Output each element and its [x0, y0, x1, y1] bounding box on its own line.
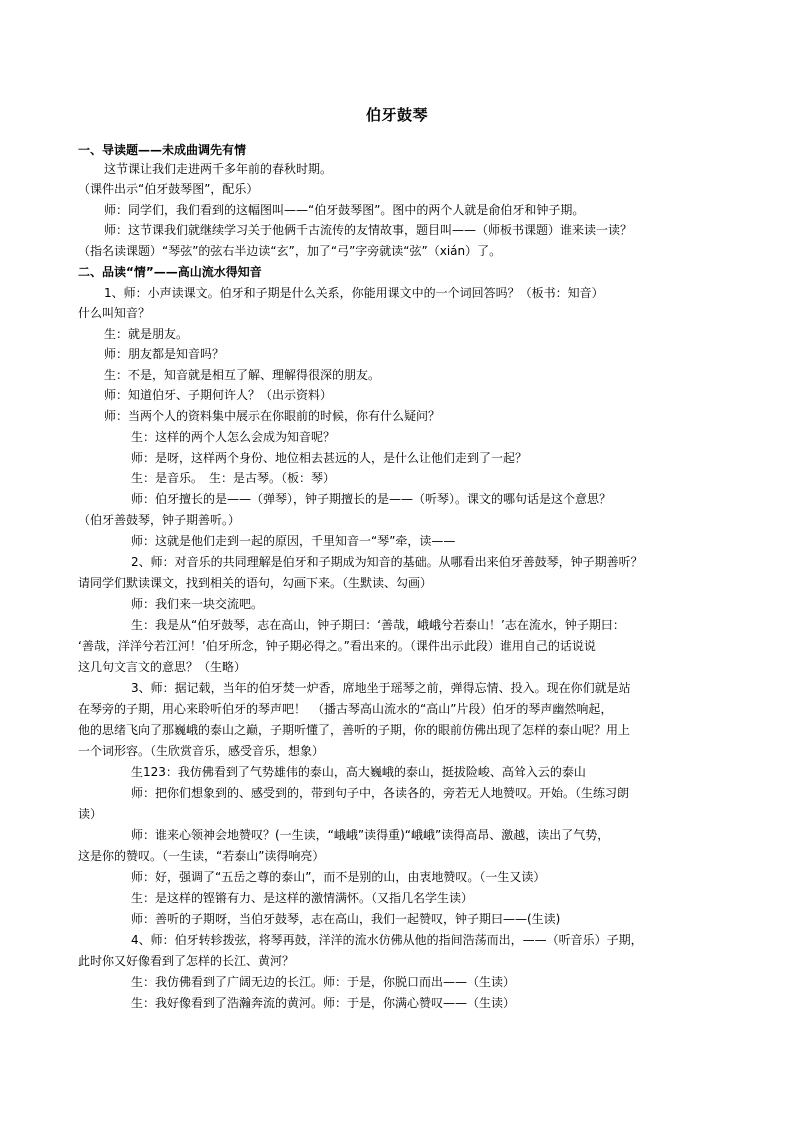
paragraph-line: 生123：我仿佛看到了气势雄伟的泰山，高大巍峨的泰山，挺拔险峻、高耸入云的泰山 — [131, 765, 586, 779]
paragraph-line: 师：我们来一块交流吧。 — [131, 597, 264, 611]
paragraph-line: 2、师：对音乐的共同理解是伯牙和子期成为知音的基础。从哪看出来伯牙善鼓琴，钟子期善听？ — [131, 555, 643, 569]
paragraph-line: 他的思绪飞向了那巍峨的泰山之巅，子期听懂了，善听的子期，你的眼前仿佛出现了怎样的泰山呢？用上 — [78, 723, 631, 737]
document-title: 伯牙鼓琴 — [365, 106, 428, 124]
paragraph-line: 生：是音乐。 生：是古琴。（板：琴） — [131, 471, 336, 485]
paragraph-line: 请同学们默读课文，找到相关的语句，勾画下来。（生默读、勾画） — [78, 576, 433, 590]
paragraph-line: ‘善哉，洋洋兮若江河！’伯牙所念，钟子期必得之。”看出来的。（课件出示此段）谁用自己的话说说 — [78, 639, 596, 653]
paragraph-line: 这几句文言文的意思？（生略） — [78, 660, 247, 674]
paragraph-line: 4、师：伯牙转轸拨弦，将琴再鼓，洋洋的流水仿佛从他的指间浩荡而出，——（听音乐）子期， — [131, 933, 643, 947]
paragraph-line: 读） — [78, 807, 103, 821]
paragraph-line: 生：我是从“伯牙鼓琴，志在高山，钟子期曰：‘善哉，峨峨兮若泰山！’志在流水，钟子期曰： — [131, 618, 625, 632]
paragraph-line: 3、师：据记载，当年的伯牙焚一炉香，席地坐于瑶琴之前，弹得忘情、投入。现在你们就是站 — [131, 681, 631, 695]
paragraph-line: 师：是呀，这样两个身份、地位相去甚远的人，是什么让他们走到了一起？ — [131, 451, 528, 465]
section-heading: 二、品读“情”——高山流水得知音 — [78, 265, 262, 279]
paragraph-line: 生：我好像看到了浩瀚奔流的黄河。师：于是，你满心赞叹——（生读） — [131, 996, 516, 1010]
paragraph-line: 生：这样的两个人怎么会成为知音呢？ — [131, 430, 336, 444]
paragraph-line: 此时你又好像看到了怎样的长江、黄河？ — [78, 954, 295, 968]
paragraph-line: 1、师：小声读课文。伯牙和子期是什么关系，你能用课文中的一个词回答吗？（板书：知音） — [104, 286, 604, 300]
paragraph-line: 在琴旁的子期，用心来聆听伯牙的琴声吧！ （播古琴高山流水的“高山”片段）伯牙的琴声幽然响起， — [78, 702, 613, 716]
paragraph-line: 师：谁来心领神会地赞叹？(一生读，“峨峨”读得重)“峨峨”读得高昂、激越，读出了气势， — [131, 828, 610, 842]
paragraph-line: 师：当两个人的资料集中展示在你眼前的时候，你有什么疑问？ — [104, 409, 441, 423]
paragraph-line: 什么叫知音？ — [78, 306, 151, 320]
paragraph-line: 一个词形容。（生欣赏音乐，感受音乐，想象） — [78, 744, 325, 758]
paragraph-line: 这节课让我们走进两千多年前的春秋时期。 — [104, 162, 333, 176]
paragraph-line: （伯牙善鼓琴，钟子期善听。） — [78, 513, 241, 527]
paragraph-line: 师：把你们想象到的、感受到的，带到句子中，各读各的，旁若无人地赞叹。开始。（生练习朗 — [131, 786, 630, 800]
section-heading: 一、导读题——未成曲调先有情 — [78, 143, 247, 157]
paragraph-line: 师：这节课我们就继续学习关于他俩千古流传的友情故事，题目叫——（师板书课题）谁来读一读？ — [104, 223, 633, 237]
paragraph-line: 生：不是，知音就是相互了解、理解得很深的朋友。 — [104, 368, 381, 382]
paragraph-line: 生：我仿佛看到了广阔无边的长江。师：于是，你脱口而出——（生读） — [131, 975, 516, 989]
paragraph-line: 这是你的赞叹。（一生读，“若泰山”读得响亮） — [78, 849, 325, 863]
paragraph-line: 生：就是朋友。 — [104, 327, 189, 341]
paragraph-line: 生：是这样的铿锵有力、是这样的激情满怀。（又指几名学生读） — [131, 891, 474, 905]
paragraph-line: 师：好，强调了“五岳之尊的泰山”，而不是别的山，由衷地赞叹。（一生又读） — [131, 870, 546, 884]
paragraph-line: 师：伯牙擅长的是——（弹琴），钟子期擅长的是——（听琴）。课文的哪句话是这个意思？ — [131, 492, 612, 506]
paragraph-line: 师：这就是他们走到一起的原因，千里知音一“琴”牵，读—— — [131, 534, 456, 548]
paragraph-line: 师：知道伯牙、子期何许人？（出示资料） — [104, 388, 333, 402]
paragraph-line: （课件出示“伯牙鼓琴图”，配乐） — [78, 182, 259, 196]
paragraph-line: （指名读课题）“琴弦”的弦右半边读“玄”，加了“弓”字旁就读“弦”（xián）了。 — [78, 244, 502, 258]
paragraph-line: 师：善听的子期呀，当伯牙鼓琴，志在高山，我们一起赞叹，钟子期曰——(生读) — [131, 912, 561, 926]
paragraph-line: 师：同学们，我们看到的这幅图叫——“伯牙鼓琴图”。图中的两个人就是俞伯牙和钟子期。 — [104, 203, 585, 217]
paragraph-line: 师：朋友都是知音吗？ — [104, 347, 225, 361]
